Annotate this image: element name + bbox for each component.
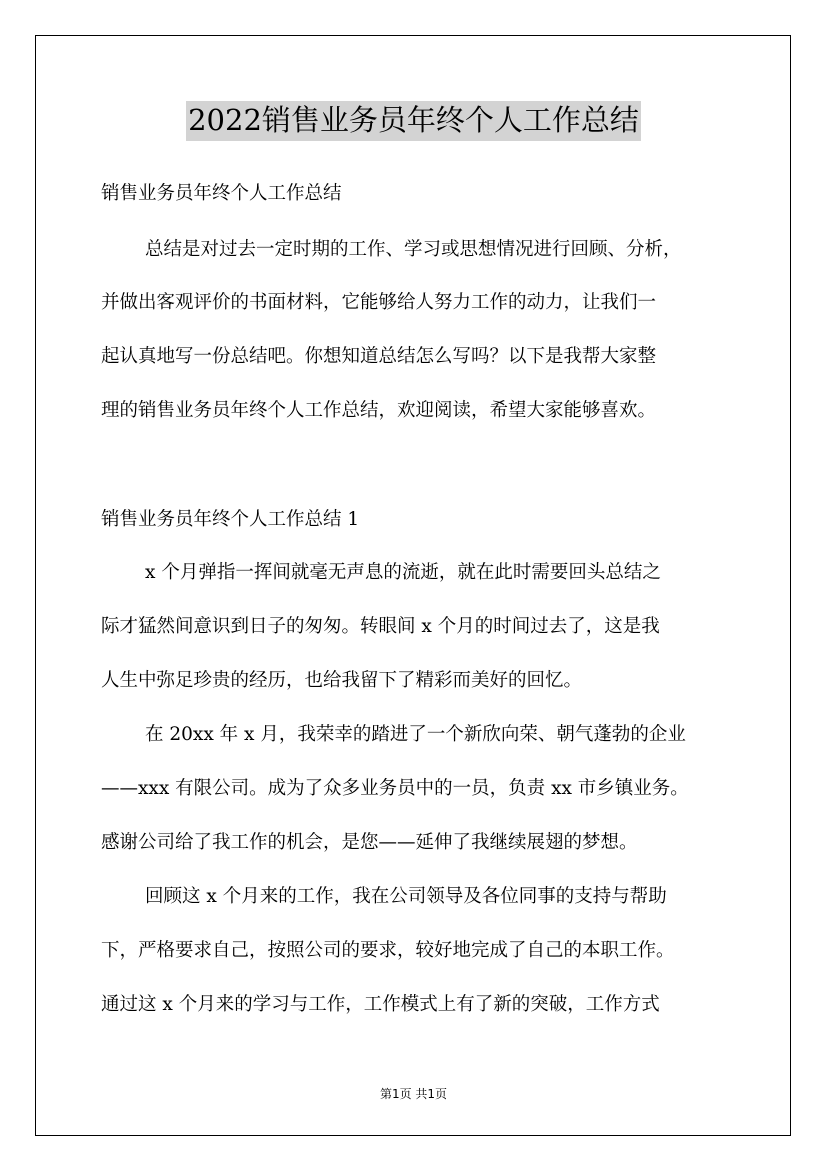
intro-line: 理的销售业务员年终个人工作总结，欢迎阅读，希望大家能够喜欢。 (101, 400, 657, 421)
intro-line: 并做出客观评价的书面材料，它能够给人努力工作的动力，让我们一 (101, 292, 657, 313)
intro-line: 起认真地写一份总结吧。你想知道总结怎么写吗？以下是我帮大家整 (101, 346, 657, 367)
body-line: 通过这 x 个月来的学习与工作，工作模式上有了新的突破，工作方式 (101, 994, 660, 1015)
body-line: ——xxx 有限公司。成为了众多业务员中的一员，负责 xx 市乡镇业务。 (101, 778, 689, 799)
section-heading: 销售业务员年终个人工作总结 (101, 183, 342, 204)
page-number: 第1页 共1页 (379, 1087, 448, 1101)
body-line: 回顾这 x 个月来的工作，我在公司领导及各位同事的支持与帮助 (145, 886, 667, 907)
body-line: 际才猛然间意识到日子的匆匆。转眼间 x 个月的时间过去了，这是我 (101, 616, 660, 637)
document-title (0, 98, 827, 139)
section-heading: 销售业务员年终个人工作总结 1 (101, 509, 360, 530)
body-line: 人生中弥足珍贵的经历，也给我留下了精彩而美好的回忆。 (101, 670, 583, 691)
body-line: 感谢公司给了我工作的机会，是您——延伸了我继续展翅的梦想。 (101, 832, 638, 853)
body-line: 下，严格要求自己，按照公司的要求，较好地完成了自己的本职工作。 (101, 940, 675, 961)
document-title-text: 2022销售业务员年终个人工作总结 (186, 101, 641, 141)
intro-line: 总结是对过去一定时期的工作、学习或思想情况进行回顾、分析， (145, 239, 682, 260)
body-line: x 个月弹指一挥间就毫无声息的流逝，就在此时需要回头总结之 (145, 562, 661, 583)
body-line: 在 20xx 年 x 月，我荣幸的踏进了一个新欣向荣、朝气蓬勃的企业 (145, 724, 686, 745)
